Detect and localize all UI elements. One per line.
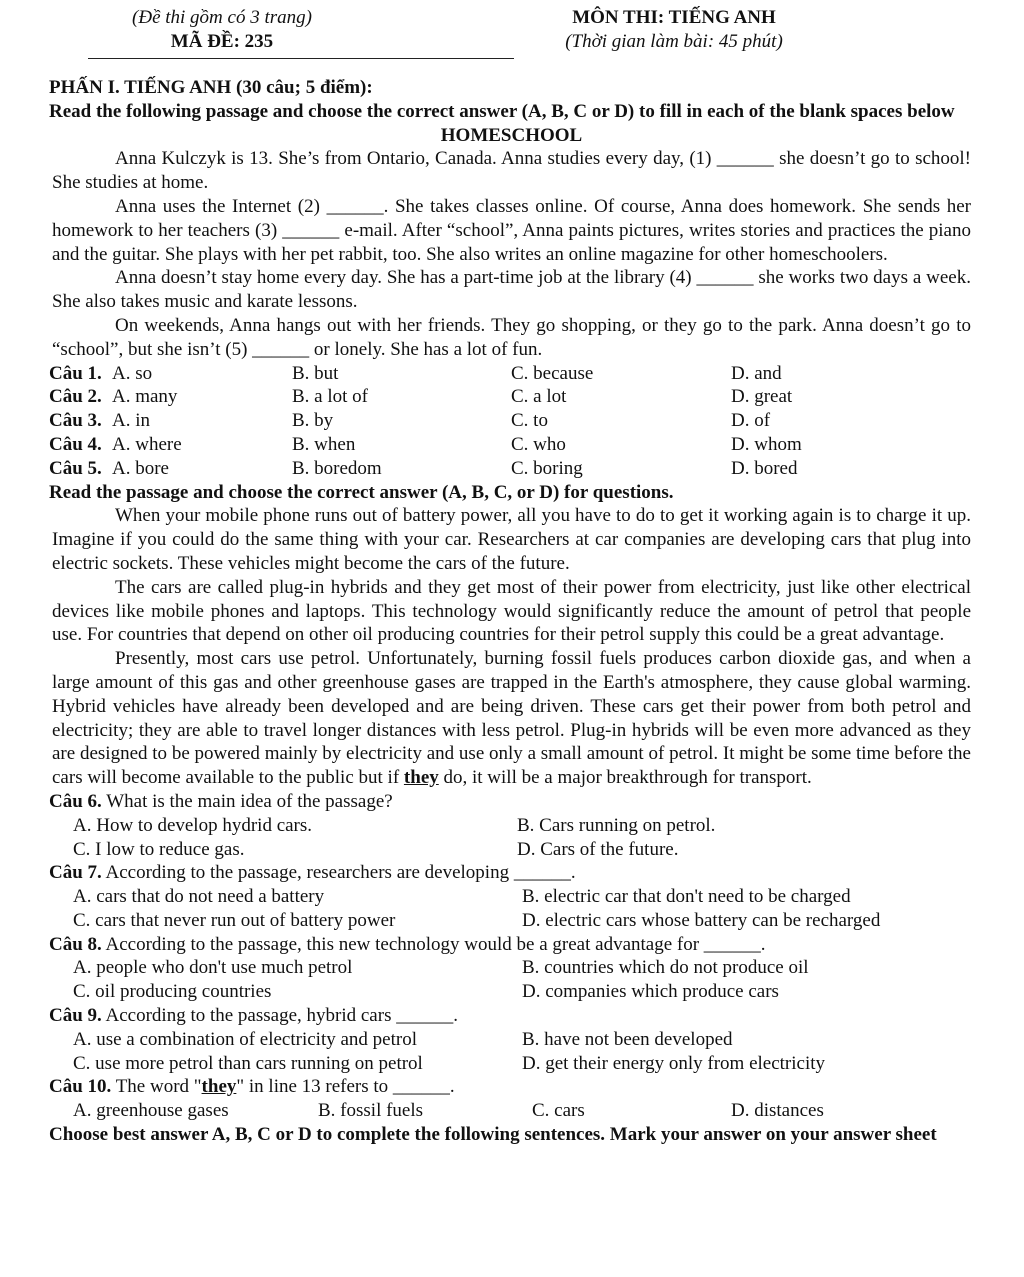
option-d: D. electric cars whose battery can be recharged [522, 909, 881, 931]
option-a: A. greenhouse gases [73, 1100, 229, 1122]
exam-header [0, 0, 1024, 70]
option-c: C. to [511, 410, 548, 432]
time-note: (Thời gian làm bài: 45 phút) [565, 31, 783, 52]
option-b: B. have not been developed [522, 1028, 733, 1050]
question-stem [49, 790, 974, 814]
section1-instruction: Read the following passage and choose the correct answer (A, B, C or D) to fill in each of the blank spaces below [49, 100, 955, 122]
option-c: C. a lot [511, 386, 567, 408]
pages-note: (Đề thi gồm có 3 trang) [132, 7, 312, 28]
option-a: A. in [112, 410, 150, 432]
paragraph-text: do, it will be a major breakthrough for transport. [443, 767, 812, 789]
question-label: Câu 4. [49, 433, 102, 455]
passage-paragraph: Anna Kulczyk is 13. She’s from Ontario, Canada. Anna studies every day, (1) ______ she doesn’t go to school! She studies at home. [52, 148, 971, 194]
reading-paragraph: When your mobile phone runs out of battery power, all you have to do to get it working again is to charge it up. Imagine if you could do the same thing with your car. Researchers at car companies are developing cars that plug into electric sockets. These vehicles might become the cars of the future. [52, 505, 971, 574]
question-text: " in line 13 refers to ______. [236, 1076, 455, 1098]
option-a: A. where [112, 433, 182, 455]
reading-paragraph [49, 647, 974, 790]
option-c: C. cars [532, 1100, 585, 1122]
option-d: D. and [731, 362, 782, 384]
option-c: C. because [511, 362, 594, 384]
option-a: A. use a combination of electricity and petrol [73, 1028, 417, 1050]
question-stem [49, 1075, 974, 1099]
question-text: According to the passage, researchers are developing ______. [101, 862, 576, 884]
question-label: Câu 5. [49, 457, 102, 479]
options-row [49, 838, 974, 862]
option-b: B. when [292, 433, 356, 455]
question-label: Câu 2. [49, 386, 102, 408]
options-row [49, 1028, 974, 1052]
option-c: C. oil producing countries [73, 981, 272, 1003]
question-label: Câu 8. [49, 933, 102, 955]
question-label: Câu 9. [49, 1005, 102, 1027]
option-c: C. I low to reduce gas. [73, 838, 245, 860]
options-row [49, 885, 974, 909]
question-stem [49, 933, 974, 957]
option-b: B. countries which do not produce oil [522, 957, 809, 979]
option-b: B. but [292, 362, 339, 384]
option-a: A. many [112, 386, 178, 408]
option-a: A. How to develop hydrid cars. [73, 814, 313, 836]
option-d: D. companies which produce cars [522, 981, 779, 1003]
option-d: D. distances [731, 1100, 824, 1122]
header-divider [88, 58, 514, 59]
question-label: Câu 1. [49, 362, 102, 384]
question-row [49, 362, 974, 386]
question-row [49, 457, 974, 481]
option-b: B. boredom [292, 457, 382, 479]
option-a: A. people who don't use much petrol [73, 957, 353, 979]
options-row [49, 1052, 974, 1076]
question-text: What is the main idea of the passage? [101, 790, 393, 812]
reading-paragraph: The cars are called plug-in hybrids and they get most of their power from electricity, just like other electrical devices like mobile phones and laptops. This technology would significantly reduce the amount of petrol that people use. For countries that depend on other oil producing countries for their petrol supply this could be a great advantage. [52, 576, 971, 646]
option-d: D. get their energy only from electricity [522, 1052, 826, 1074]
passage-paragraph: Anna doesn’t stay home every day. She has a part-time job at the library (4) ______ she works two days a week. She also takes music and karate lessons. [52, 267, 971, 313]
option-b: B. fossil fuels [318, 1100, 424, 1122]
question-row [49, 433, 974, 457]
section-title: PHẤN I. TIẾNG ANH (30 câu; 5 điểm): [49, 77, 373, 98]
option-d: D. of [731, 410, 771, 432]
option-b: B. a lot of [292, 386, 368, 408]
question-row [49, 409, 974, 433]
option-a: A. bore [112, 457, 169, 479]
option-c: C. boring [511, 457, 583, 479]
options-row [49, 956, 974, 980]
question-stem [49, 1004, 974, 1028]
question-text: According to the passage, hybrid cars ______. [101, 1005, 458, 1027]
option-a: A. so [112, 362, 153, 384]
passage-title: HOMESCHOOL [440, 124, 583, 146]
question-stem [49, 861, 974, 885]
option-a: A. cars that do not need a battery [73, 886, 325, 908]
options-row [49, 909, 974, 933]
options-row [49, 814, 974, 838]
keyword-they: they [403, 767, 439, 789]
question-text: The word " [111, 1076, 202, 1098]
question-label: Câu 6. [49, 790, 102, 812]
option-d: D. great [731, 386, 793, 408]
passage-paragraph: On weekends, Anna hangs out with her friends. They go shopping, or they go to the park. Anna doesn’t go to “school”, but she isn’t (5) ______ or lonely. She has a lot of fun. [52, 314, 971, 360]
options-row [49, 1099, 974, 1123]
option-b: B. electric car that don't need to be charged [522, 886, 851, 908]
section2-instruction: Read the passage and choose the correct answer (A, B, C, or D) for questions. [49, 481, 674, 503]
passage-paragraph: Anna uses the Internet (2) ______. She takes classes online. Of course, Anna does homework. She sends her homework to her teachers (3) ______ e-mail. After “school”, Anna paints pictures, writes stories and practices the piano and the guitar. She plays with her pet rabbit, too. She also writes an online magazine for other homeschoolers. [52, 195, 971, 265]
option-c: C. use more petrol than cars running on petrol [73, 1052, 423, 1074]
option-c: C. cars that never run out of battery power [73, 909, 396, 931]
section3-instruction: Choose best answer A, B, C or D to complete the following sentences. Mark your answer on your answer sheet [49, 1124, 937, 1146]
option-d: D. Cars of the future. [517, 838, 679, 860]
subject-title: MÔN THI: TIẾNG ANH [572, 7, 776, 28]
option-c: C. who [511, 433, 566, 455]
option-b: B. Cars running on petrol. [517, 814, 716, 836]
option-d: D. whom [731, 433, 802, 455]
options-row [49, 980, 974, 1004]
option-d: D. bored [731, 457, 798, 479]
question-label: Câu 3. [49, 410, 102, 432]
option-b: B. by [292, 410, 334, 432]
question-label: Câu 7. [49, 862, 102, 884]
question-text: According to the passage, this new technology would be a great advantage for ______. [101, 933, 766, 955]
question-label: Câu 10. [49, 1076, 112, 1098]
exam-content [49, 76, 974, 1147]
exam-code: MÃ ĐỀ: 235 [170, 31, 274, 52]
question-row [49, 385, 974, 409]
paragraph-text: Presently, most cars use petrol. Unfortunately, burning fossil fuels produces carbon dioxide gas, and when a large amount of this gas and other greenhouse gases are trapped in the Earth's atmosphere, they cause global warming. Hybrid vehicles have already been developed and are being driven. These cars get their power from both petrol and electricity; they are able to travel longer distances with less petrol. Plug-in hybrids will be even more advanced as they are designed to be powered mainly by electricity and use only a small amount of petrol. It might be some time before the cars will become available to the public but if [52, 648, 971, 789]
keyword-they: they [201, 1076, 237, 1098]
